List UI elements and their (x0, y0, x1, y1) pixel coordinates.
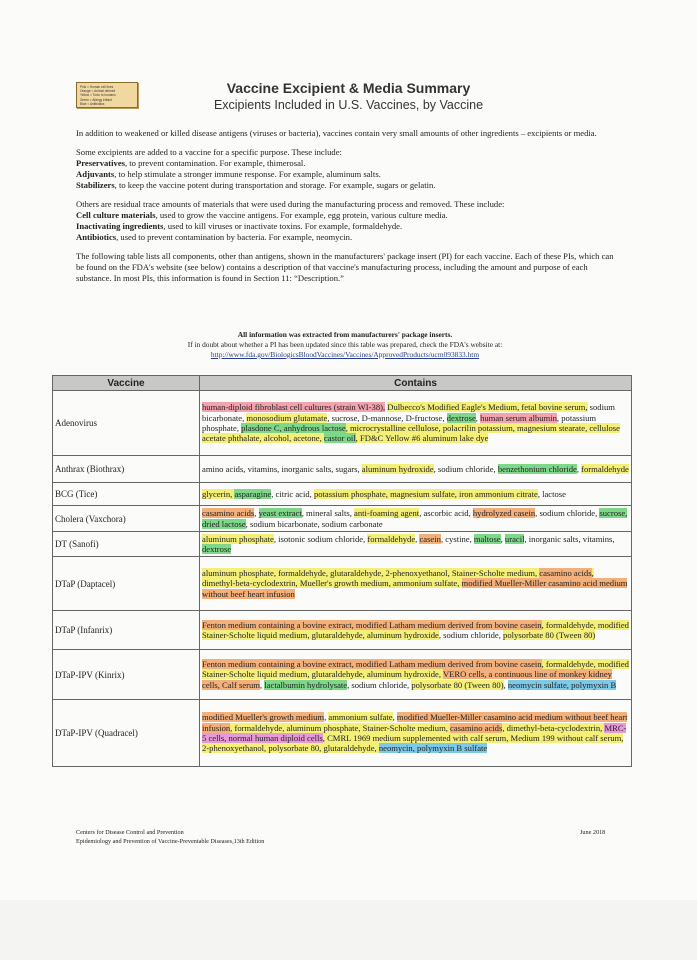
highlighted-ingredient: glycerin, (202, 488, 235, 499)
ingredient-text: , (260, 679, 265, 690)
highlighted-ingredient: , microcrystalline cellulose, polacrilin potassium, magnesium stearate, cellulose acetate phthalate, alcohol, acetone, (202, 423, 620, 444)
highlighted-ingredient: sucrose, dried lactose (202, 508, 628, 529)
ingredient-text: , sucrose, D-mannose, D-fructose, (327, 412, 447, 423)
fda-link[interactable]: http://www.fda.gov/BiologicsBloodVaccines/Vaccines/ApprovedProducts/ucm093833.htm (210, 350, 480, 359)
highlighted-ingredient: dextrose (202, 544, 232, 554)
footer-line: Epidemiology and Prevention of Vaccine-Preventable Diseases,13th Edition (76, 837, 265, 845)
highlighted-ingredient: anti-foaming agent (354, 508, 420, 519)
source-note-bold: All information was extracted from manufacturers' package inserts. (237, 330, 453, 339)
vaccine-contents (200, 506, 632, 532)
highlighted-ingredient: Fenton medium containing a bovine extract, modified Latham medium derived from bovine casein (202, 619, 542, 630)
vaccine-contents (200, 700, 632, 767)
ingredient-text: , sodium chloride, (433, 463, 498, 474)
term-desc: , to keep the vaccine potent during transportation and storage. For example, sugars or gelatin. (114, 180, 436, 190)
ingredient-text: , (392, 712, 397, 723)
highlighted-ingredient: human-diploid fibroblast cell cultures (strain WI-38), (202, 402, 386, 413)
highlighted-ingredient: Fenton medium containing a bovine extract, modified Latham medium derived from bovine casein (202, 659, 542, 670)
legend-line: Orange = Animal derived (80, 89, 116, 94)
highlighted-ingredient: modified Mueller's growth medium (202, 712, 325, 723)
highlighted-ingredient: monosodium glutamate (246, 412, 328, 423)
ingredient-text: , (324, 712, 329, 723)
vaccine-contents (200, 532, 632, 557)
table-row (53, 532, 632, 557)
vaccine-name: DTaP (Infanrix) (53, 611, 200, 650)
vaccine-name: Adenovirus (53, 391, 200, 456)
table-row (53, 650, 632, 700)
term-desc: , to prevent contamination. For example, thimerosal. (125, 158, 306, 168)
ingredient-text: , mineral salts, (301, 508, 355, 519)
table-row (53, 483, 632, 506)
term: Stabilizers (76, 180, 115, 190)
ingredient-text: , sodium bicarbonate, sodium carbonate (245, 518, 383, 529)
highlighted-ingredient: MRC-5 cells, normal human diploid cells (202, 722, 627, 743)
highlighted-ingredient: , formaldehyde, modified Stainer-Scholte liquid medium, glutaraldehyde, aluminum hydroxide (202, 619, 629, 640)
highlighted-ingredient: casamino acids (539, 568, 592, 579)
intro-text (76, 128, 621, 292)
list-lead: Others are residual trace amounts of materials that were used during the manufacturing process and removed. These include: (76, 199, 505, 209)
intro-paragraph: In addition to weakened or killed disease antigens (viruses or bacteria), vaccines contain very small amounts of other ingredients – excipients or media. (76, 128, 597, 138)
ingredient-text: , (475, 412, 481, 423)
highlighted-ingredient: , FD&C Yellow #6 aluminum lake dye (355, 433, 489, 444)
legend-line: Yellow = Toxic to humans (80, 93, 116, 98)
vaccine-contents (200, 456, 632, 483)
ingredient-text: , sodium chloride, (535, 508, 600, 519)
table-row (53, 611, 632, 650)
highlighted-ingredient: castor oil (323, 433, 356, 444)
highlighted-ingredient: ammonium sulfate (328, 712, 393, 723)
term: Inactivating ingredients (76, 221, 164, 231)
ingredient-text: , (503, 679, 508, 690)
highlighted-ingredient: polysorbate 80 (Tween 80) (411, 679, 504, 690)
ingredient-text: , lactose (537, 488, 566, 499)
highlighted-ingredient: , Medium 199 without calf serum, 2-phenoxyethanol, polysorbate 80, glutaraldehyde, (202, 733, 624, 754)
vaccine-contents (200, 391, 632, 456)
page-title: Vaccine Excipient & Media Summary (226, 80, 471, 96)
term-desc: , used to prevent contamination by bacteria. For example, neomycin. (116, 232, 353, 242)
highlighted-ingredient: formaldehyde (581, 463, 629, 474)
footer-line: Centers for Disease Control and Prevention (76, 829, 184, 836)
highlighted-ingredient: polysorbate 80 (Tween 80) (503, 630, 596, 640)
highlighted-ingredient: potassium phosphate, magnesium sulfate, iron ammonium citrate (313, 488, 538, 499)
ingredient-text: , (576, 463, 582, 474)
highlighted-ingredient: neomycin sulfate, polymyxin B (507, 679, 617, 690)
table-header-row (53, 376, 632, 391)
legend-line: Blue = Antibiotics (80, 101, 105, 106)
legend-line: Pink = Human cell lines (80, 85, 114, 89)
highlighted-ingredient: , dimethyl-beta-cyclodextrin, (502, 722, 605, 733)
term: Antibiotics (76, 232, 117, 242)
vaccine-name: DTaP-IPV (Kinrix) (53, 650, 200, 700)
highlighted-ingredient: formaldehyde (367, 533, 416, 544)
table-row (53, 456, 632, 483)
highlighted-ingredient: casamino acids (202, 508, 255, 519)
ingredient-text: , sodium chloride, (438, 630, 504, 640)
intro-paragraph (76, 199, 621, 243)
legend-line: Green = Allergy irritant (80, 97, 112, 102)
ingredient-text: amino acids, vitamins, inorganic salts, sugars, (202, 463, 362, 474)
term: Adjuvants (76, 169, 115, 179)
list-lead: Some excipients are added to a vaccine for a specific purpose. These include: (76, 147, 342, 157)
term-desc: , used to grow the vaccine antigens. For example, egg protein, various culture media. (155, 210, 448, 220)
ingredient-text: , (415, 533, 420, 544)
vaccine-name: DTaP-IPV (Quadracel) (53, 700, 200, 767)
highlighted-ingredient: maltose (473, 533, 501, 544)
term-desc: , to help stimulate a stronger immune response. For example, aluminum salts. (114, 169, 381, 179)
ingredient-text: , isotonic sodium chloride, (273, 533, 368, 544)
highlighted-ingredient: VERO cells, a continuous line of monkey kidney cells, Calf serum (202, 669, 612, 690)
source-note-line: If in doubt about whether a PI has been updated since this table was prepared, check the FDA's website at: (187, 340, 503, 349)
term-desc: , used to kill viruses or inactivate toxins. For example, formaldehyde. (163, 221, 403, 231)
table-row (53, 557, 632, 611)
excipient-table (52, 375, 632, 767)
ingredient-text: , sodium chloride, (347, 679, 412, 690)
ingredient-text: sodium bicarbonate, (202, 402, 615, 423)
term: Preservatives (76, 158, 125, 168)
highlighted-ingredient: hydrolyzed casein (472, 508, 536, 519)
intro-paragraph: The following table lists all components, other than antigens, shown in the manufacturers' package insert (PI) for each vaccine. Each of these PIs, which can be found on the FDA's website (see below) contains a description of that vaccine's manufacturing process, including the amount and purpose of each substance. In most PIs, this information is found in Section 11: “Description.” (76, 251, 614, 283)
footer-date: June 2018 (580, 829, 606, 836)
page-subtitle: Excipients Included in U.S. Vaccines, by Vaccine (213, 98, 484, 112)
ingredient-text: , cystine, (440, 533, 474, 544)
highlighted-ingredient: Dulbecco's Modified Eagle's Medium, fetal bovine serum, (387, 402, 588, 413)
vaccine-contents (200, 650, 632, 700)
intro-paragraph (76, 147, 621, 191)
vaccine-contents (200, 483, 632, 506)
highlighted-ingredient: yeast extract (258, 508, 302, 519)
highlighted-ingredient: , dimethyl-beta-cyclodextrin, Mueller's growth medium, ammonium sulfate, (202, 568, 594, 589)
highlighted-ingredient: aluminum hydroxide (361, 463, 434, 474)
source-note (60, 330, 630, 360)
term: Cell culture materials (76, 210, 156, 220)
footer-source (76, 829, 264, 846)
table-row (53, 391, 632, 456)
vaccine-name: BCG (Tice) (53, 483, 200, 506)
vaccine-name: DT (Sanofi) (53, 532, 200, 557)
vaccine-name: DTaP (Daptacel) (53, 557, 200, 611)
ingredient-text: , potassium phosphate, (202, 412, 597, 433)
ingredient-text: , ascorbic acid, (419, 508, 473, 519)
highlighted-ingredient: modified Mueller-Miller casamino acid medium without beef heart infusion (202, 712, 628, 733)
highlighted-ingredient: dextrose (446, 412, 476, 423)
highlighted-ingredient: aluminum phosphate, formaldehyde, glutaraldehyde, 2-phenoxyethanol, Stainer-Scholte medium, (202, 568, 540, 579)
contains-column-header: Contains (200, 376, 632, 391)
vaccine-contents (200, 557, 632, 611)
highlighted-ingredient: plasdone C, anhydrous lactose (241, 423, 346, 433)
ingredient-text: , (254, 508, 259, 519)
highlighted-ingredient: human serum albumin (480, 412, 557, 423)
highlighted-ingredient: casein (419, 533, 441, 544)
vaccine-name: Cholera (Vaxchora) (53, 506, 200, 532)
highlighted-ingredient: neomycin, polymyxin B sulfate (378, 743, 488, 754)
highlighted-ingredient: benzethonium chloride (497, 463, 577, 474)
highlighted-ingredient: casamino acids (450, 722, 503, 733)
highlighted-ingredient: , formaldehyde, aluminum phosphate, Stainer-Scholte medium, (230, 722, 451, 733)
vaccine-name: Anthrax (Biothrax) (53, 456, 200, 483)
ingredient-text: , inorganic salts, vitamins, (524, 533, 615, 544)
highlighted-ingredient: aluminum phosphate (202, 533, 274, 544)
highlighted-ingredient: , CMRL 1969 medium supplemented with calf serum (322, 733, 507, 743)
table-row (53, 506, 632, 532)
highlighted-ingredient: , formaldehyde, modified Stainer-Scholte liquid medium, glutaraldehyde, aluminum hydroxide, (202, 659, 629, 680)
table-body (53, 391, 632, 767)
table-row (53, 700, 632, 767)
ingredient-text: , (500, 533, 505, 544)
highlighted-ingredient: uracil (504, 533, 525, 544)
vaccine-contents (200, 611, 632, 650)
ingredient-text: , citric acid, (271, 488, 314, 499)
highlighted-ingredient: asparagine (234, 488, 272, 499)
highlighted-ingredient: lactalbumin hydrolysate (264, 679, 348, 690)
vaccine-column-header: Vaccine (53, 376, 200, 391)
highlighted-ingredient: modified Mueller-Miller casamino acid medium without beef heart infusion (202, 578, 628, 599)
